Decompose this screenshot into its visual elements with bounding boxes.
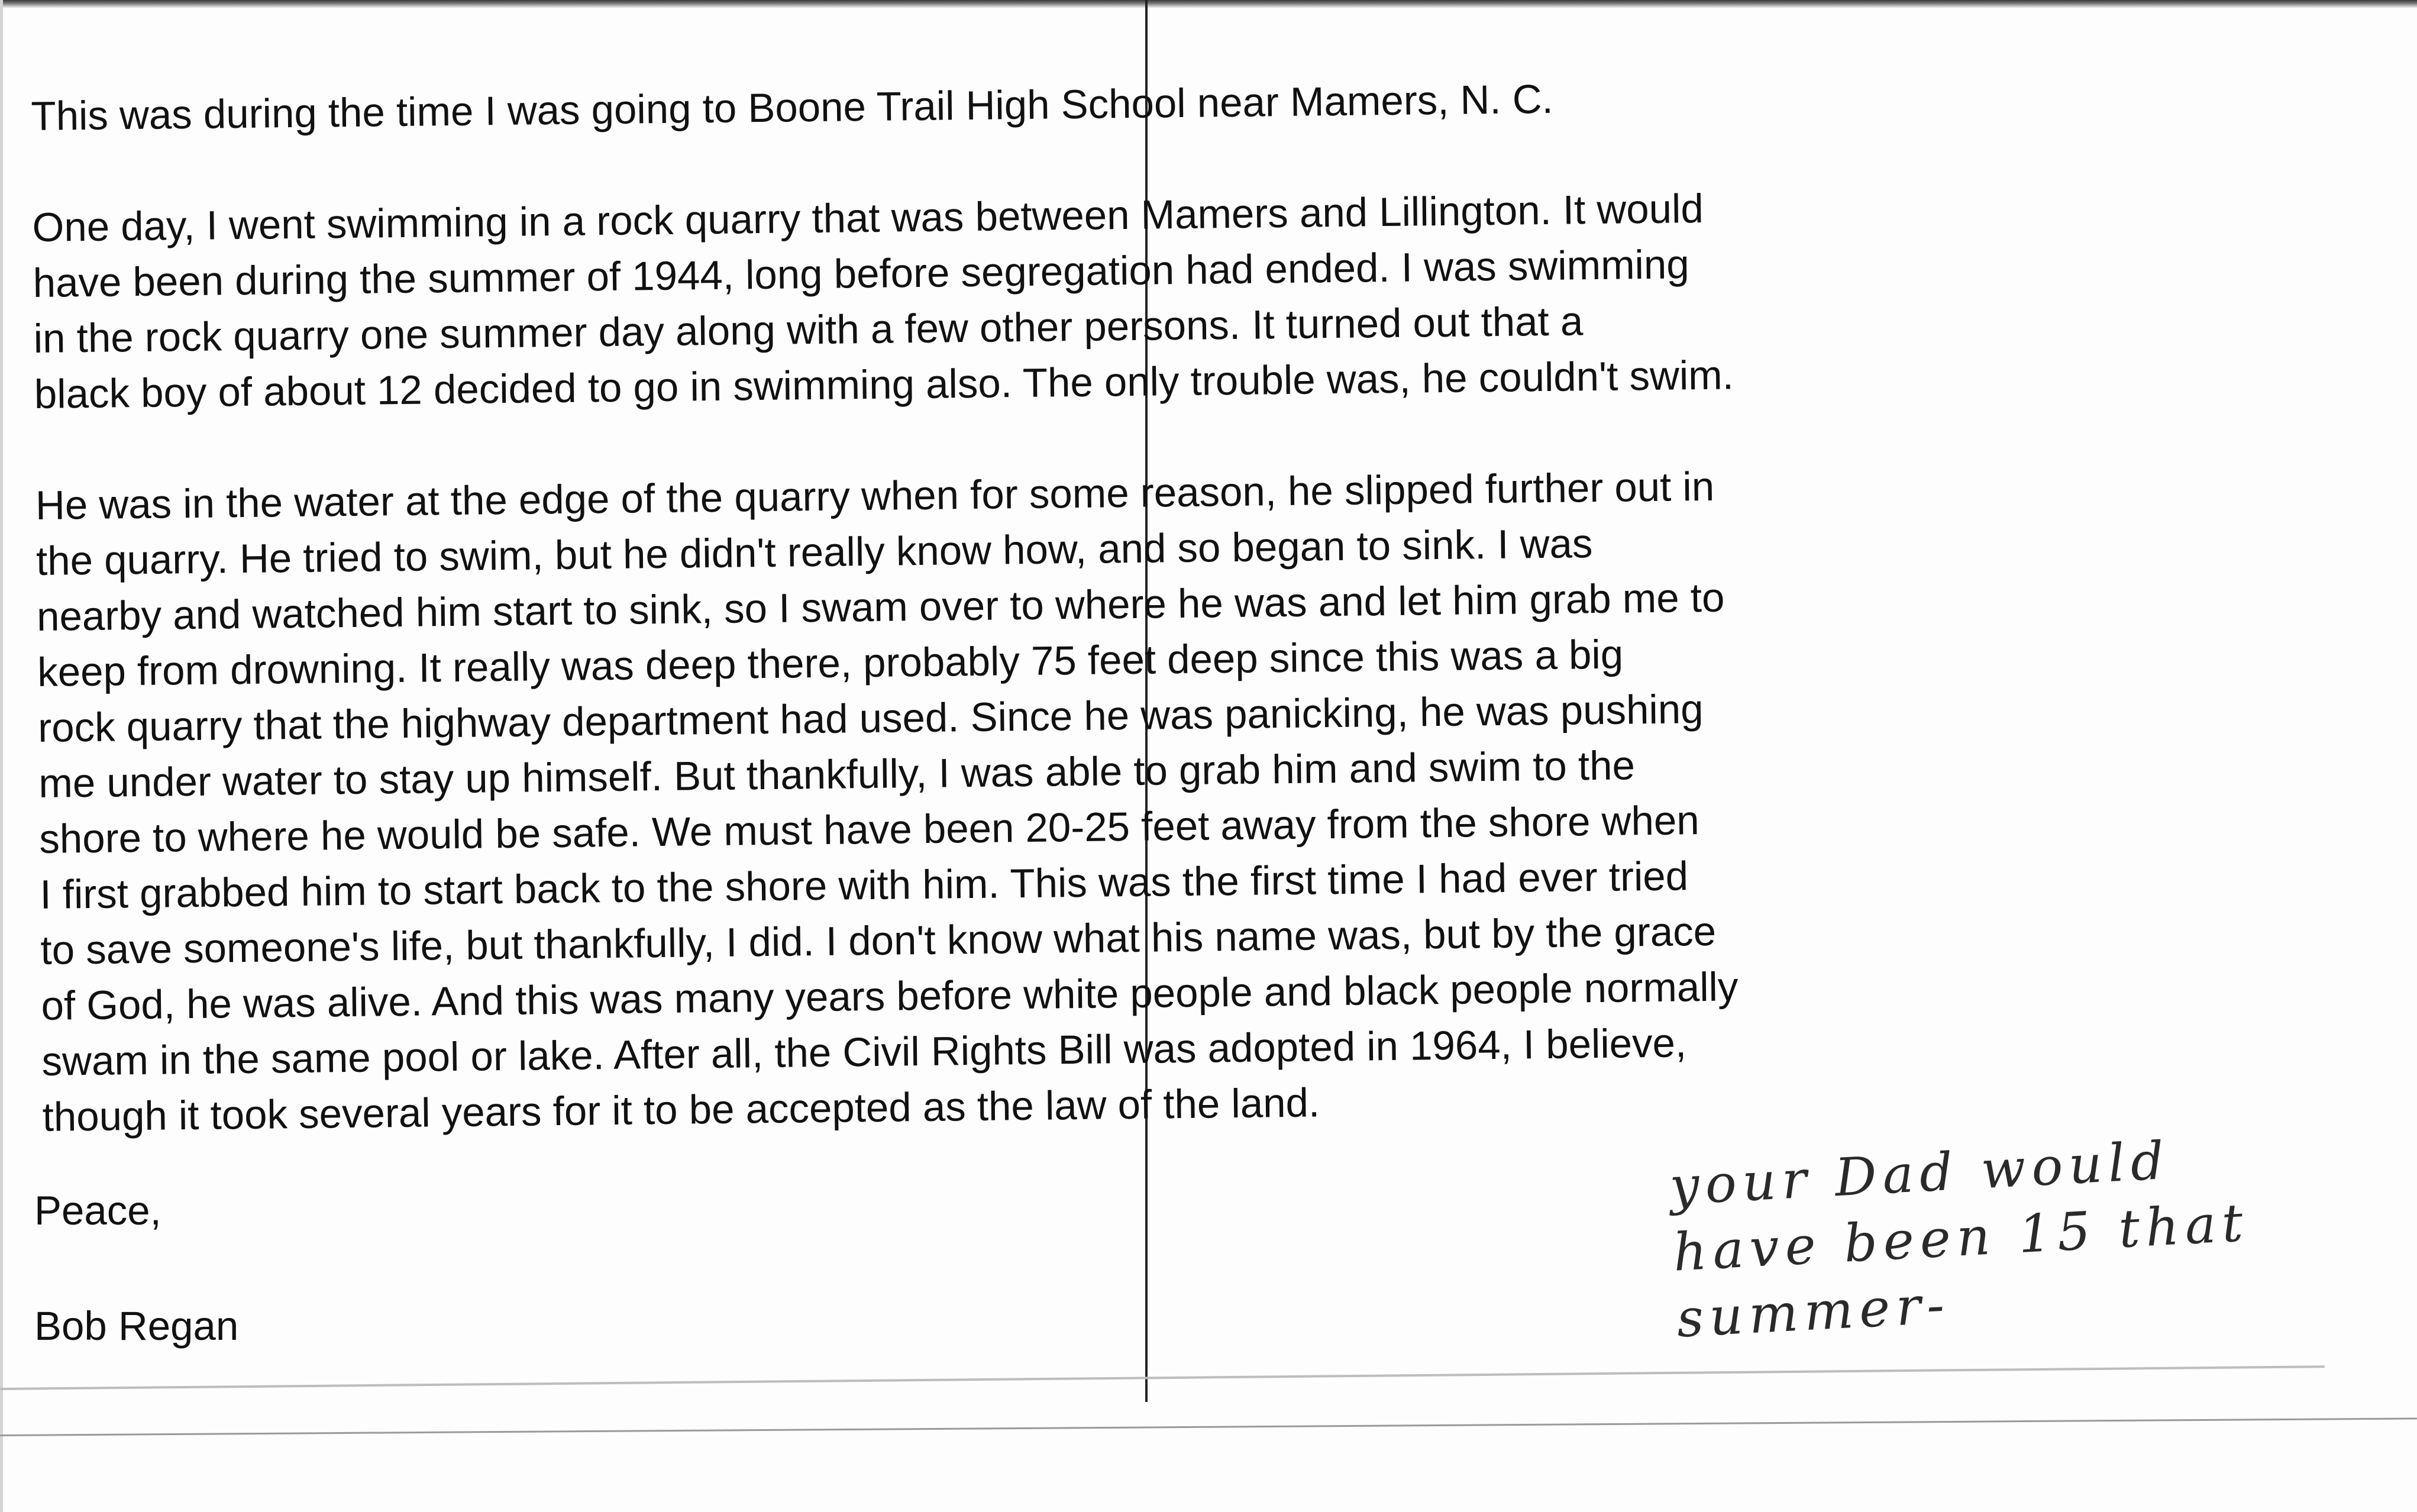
handwritten-note-line: your Dad would: [1668, 1129, 2172, 1217]
handwritten-note-line: have been 15 that: [1672, 1191, 2250, 1283]
handwritten-note-line: summer-: [1675, 1274, 1952, 1349]
paragraph-1: [32, 176, 2164, 422]
paragraph-2: [35, 454, 2172, 1145]
paragraph-2-line: nearby and watched him start to sink, so I swam over to where he was and let him grab me to: [36, 574, 1725, 639]
handwritten-note: [1668, 1119, 2328, 1352]
paragraph-1-line: have been during the summer of 1944, long before segregation had ended. I was swimming: [33, 241, 1690, 306]
letter-body: [31, 64, 2173, 1201]
paper-lower-edge: [0, 1417, 2417, 1436]
paragraph-2-line: me under water to stay up himself. But thankfully, I was able to grab him and swim to the: [38, 742, 1636, 806]
paragraph-2-line: rock quarry that the highway department had used. Since he was panicking, he was pushing: [37, 686, 1704, 751]
paragraph-2-line: keep from drowning. It really was deep there, probably 75 feet deep since this was a big: [37, 631, 1624, 695]
paragraph-2-line: though it took several years for it to be accepted as the law of the land.: [42, 1080, 1320, 1140]
top-scan-edge: [0, 0, 2417, 8]
paragraph-2-line: swam in the same pool or lake. After all, the Civil Rights Bill was adopted in 1964, I believe,: [41, 1020, 1687, 1084]
paragraph-2-line: to save someone's life, but thankfully, I did. I don't know what his name was, but by the grace: [40, 908, 1717, 973]
paragraph-2-line: the quarry. He tried to swim, but he didn't really know how, and so began to sink. I was: [35, 521, 1593, 584]
intro-line: This was during the time I was going to Boone Trail High School near Mamers, N. C.: [31, 76, 1554, 139]
paragraph-1-line: black boy of about 12 decided to go in swimming also. The only trouble was, he couldn't swim.: [34, 352, 1734, 417]
paragraph-2-line: shore to where he would be safe. We must have been 20-25 feet away from the shore when: [38, 797, 1700, 862]
paragraph-1-line: in the rock quarry one summer day along with a few other persons. It turned out that a: [33, 298, 1584, 361]
paragraph-1-line: One day, I went swimming in a rock quarry that was between Mamers and Lillington. It would: [32, 185, 1704, 250]
paragraph-2-line: I first grabbed him to start back to the shore with him. This was the first time I had ever tried: [40, 853, 1689, 917]
paper-bottom-edge: [0, 1365, 2325, 1390]
left-scan-edge: [0, 0, 3, 1512]
signature-name: Bob Regan: [34, 1303, 239, 1349]
paragraph-2-line: He was in the water at the edge of the quarry when for some reason, he slipped further out in: [35, 463, 1715, 528]
paragraph-2-line: of God, he was alive. And this was many years before white people and black people normally: [41, 964, 1739, 1029]
letter-closing: Peace,: [34, 1188, 161, 1233]
